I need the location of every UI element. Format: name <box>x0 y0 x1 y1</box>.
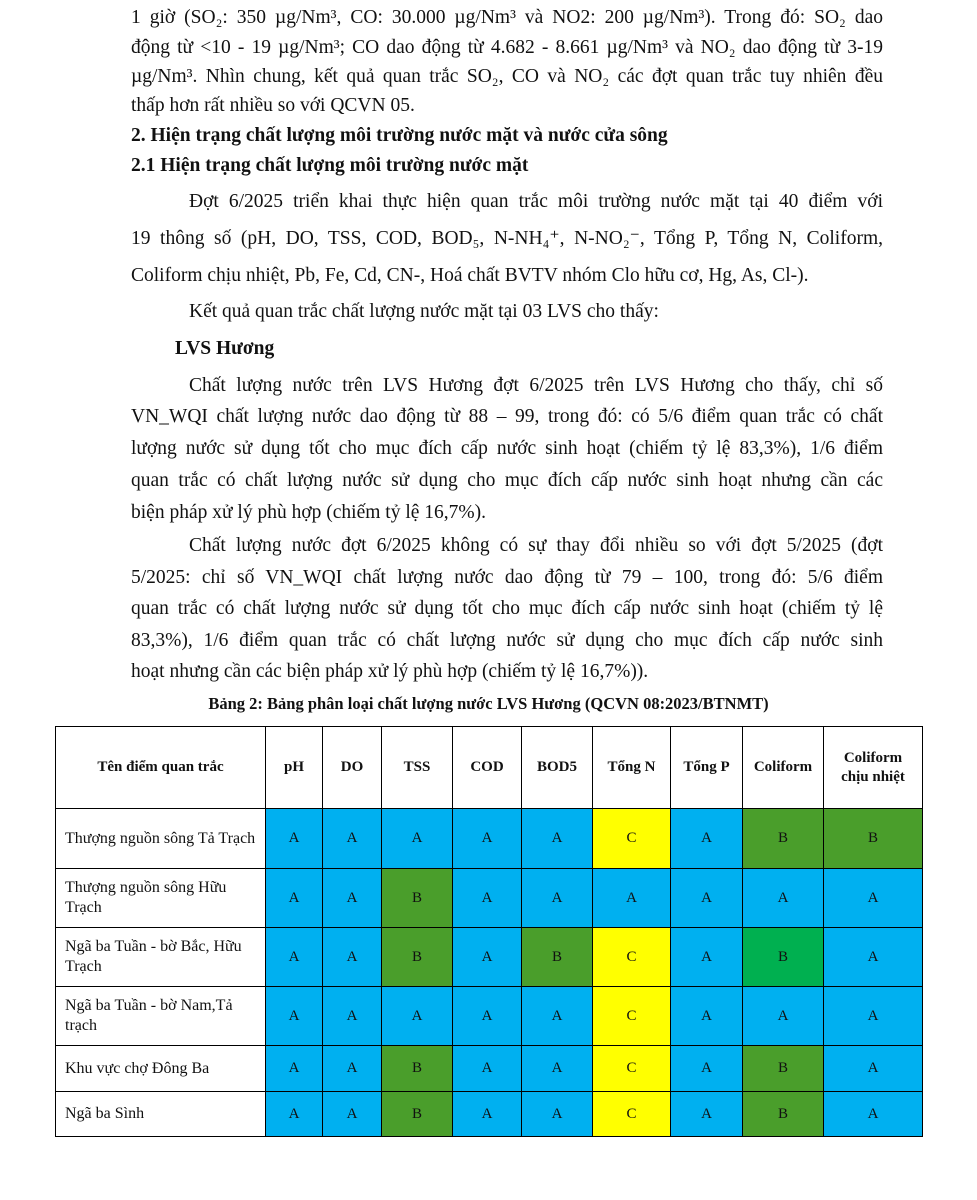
grade-cell: A <box>824 1092 923 1137</box>
table-caption: Bảng 2: Bảng phân loại chất lượng nước LVS Hương (QCVN 08:2023/BTNMT) <box>208 694 769 713</box>
grade-cell: A <box>323 869 382 928</box>
grade-cell: B <box>743 928 824 987</box>
paragraph-line: lượng nước sử dụng tốt cho mục đích cấp nước sinh hoạt (chiếm tỷ lệ 83,3%), 1/6 điểm <box>131 438 883 459</box>
table-row <box>56 809 923 869</box>
paragraph-line: 19 thông số (pH, DO, TSS, COD, BOD₅, N-NH₄⁺, N-NO₂⁻, Tổng P, Tổng N, Coliform, <box>131 228 883 249</box>
column-header: COD <box>453 727 522 809</box>
grade-cell: A <box>323 987 382 1046</box>
grade-cell: C <box>593 1046 671 1092</box>
grade-cell: A <box>824 869 923 928</box>
table-row <box>56 987 923 1046</box>
water-quality-table <box>55 726 923 1137</box>
grade-cell: A <box>671 928 743 987</box>
grade-cell: B <box>382 1092 453 1137</box>
grade-cell: A <box>453 809 522 869</box>
grade-cell: A <box>323 809 382 869</box>
station-name-cell: Khu vực chợ Đông Ba <box>56 1046 266 1092</box>
paragraph-line: biện pháp xử lý phù hợp (chiếm tỷ lệ 16,7%). <box>131 502 487 523</box>
column-header: Coliform <box>743 727 824 809</box>
station-name-cell: Thượng nguồn sông Tả Trạch <box>56 809 266 869</box>
grade-cell: B <box>382 928 453 987</box>
paragraph-line: VN_WQI chất lượng nước dao động từ 88 – 99, trong đó: có 5/6 điểm quan trắc có chất <box>131 406 883 427</box>
grade-cell: A <box>323 1046 382 1092</box>
subsection-heading: 2.1 Hiện trạng chất lượng môi trường nước mặt <box>131 155 529 176</box>
paragraph-line: hoạt nhưng cần các biện pháp xử lý phù hợp (chiếm tỷ lệ 16,7%)). <box>131 661 649 682</box>
grade-cell: C <box>593 987 671 1046</box>
station-name-cell: Ngã ba Tuần - bờ Nam,Tả trạch <box>56 987 266 1046</box>
table-body <box>56 809 923 1137</box>
column-header: Tổng N <box>593 727 671 809</box>
paragraph-line: quan trắc có chất lượng nước sử dụng tốt cho mục đích cấp nước sinh hoạt (chiếm tỷ lệ <box>131 598 883 619</box>
grade-cell: B <box>743 1092 824 1137</box>
grade-cell: A <box>522 809 593 869</box>
grade-cell: A <box>671 1046 743 1092</box>
grade-cell: A <box>522 869 593 928</box>
paragraph-line: động từ <10 - 19 µg/Nm³; CO dao động từ 4.682 - 8.661 µg/Nm³ và NO₂ dao động từ 3-19 <box>131 37 883 58</box>
grade-cell: B <box>522 928 593 987</box>
paragraph-line: µg/Nm³. Nhìn chung, kết quả quan trắc SO₂, CO và NO₂ các đợt quan trắc tuy nhiên đều <box>131 66 883 87</box>
grade-cell: A <box>323 1092 382 1137</box>
column-header: Tổng P <box>671 727 743 809</box>
station-name-cell: Thượng nguồn sông Hữu Trạch <box>56 869 266 928</box>
grade-cell: A <box>266 1046 323 1092</box>
table-row <box>56 928 923 987</box>
grade-cell: A <box>453 869 522 928</box>
table-row <box>56 869 923 928</box>
lvs-heading: LVS Hương <box>175 338 275 359</box>
paragraph-line: Đợt 6/2025 triển khai thực hiện quan trắc môi trường nước mặt tại 40 điểm với <box>189 191 883 212</box>
column-header: Tên điểm quan trắc <box>56 727 266 809</box>
grade-cell: A <box>522 1046 593 1092</box>
column-header: BOD5 <box>522 727 593 809</box>
grade-cell: A <box>671 987 743 1046</box>
column-header: TSS <box>382 727 453 809</box>
column-header: DO <box>323 727 382 809</box>
table-row <box>56 1046 923 1092</box>
grade-cell: A <box>453 928 522 987</box>
grade-cell: B <box>382 1046 453 1092</box>
grade-cell: A <box>824 987 923 1046</box>
grade-cell: A <box>824 928 923 987</box>
table-row <box>56 1092 923 1137</box>
grade-cell: A <box>453 987 522 1046</box>
grade-cell: A <box>266 809 323 869</box>
grade-cell: C <box>593 1092 671 1137</box>
column-header: pH <box>266 727 323 809</box>
station-name-cell: Ngã ba Sình <box>56 1092 266 1137</box>
grade-cell: A <box>453 1092 522 1137</box>
paragraph-line: quan trắc có chất lượng nước sử dụng cho mục đích cấp nước sinh hoạt nhưng cần các <box>131 470 883 491</box>
grade-cell: A <box>824 1046 923 1092</box>
table-header-row <box>56 727 923 809</box>
grade-cell: C <box>593 809 671 869</box>
grade-cell: A <box>593 869 671 928</box>
grade-cell: A <box>743 987 824 1046</box>
paragraph-line: 5/2025: chỉ số VN_WQI chất lượng nước dao động từ 79 – 100, trong đó: 5/6 điểm <box>131 567 883 588</box>
section-heading: 2. Hiện trạng chất lượng môi trường nước mặt và nước cửa sông <box>131 125 668 146</box>
column-header: Coliform chịu nhiệt <box>824 727 923 809</box>
grade-cell: A <box>323 928 382 987</box>
grade-cell: A <box>743 869 824 928</box>
grade-cell: A <box>671 809 743 869</box>
grade-cell: A <box>382 987 453 1046</box>
grade-cell: B <box>382 869 453 928</box>
paragraph-line: thấp hơn rất nhiều so với QCVN 05. <box>131 95 415 116</box>
paragraph-line: 83,3%), 1/6 điểm quan trắc có chất lượng nước sử dụng cho mục đích cấp nước sinh <box>131 630 883 651</box>
grade-cell: A <box>671 1092 743 1137</box>
grade-cell: B <box>743 809 824 869</box>
paragraph-line: Chất lượng nước trên LVS Hương đợt 6/2025 trên LVS Hương cho thấy, chỉ số <box>189 375 883 396</box>
paragraph-line: Kết quả quan trắc chất lượng nước mặt tại 03 LVS cho thấy: <box>189 301 659 322</box>
station-name-cell: Ngã ba Tuần - bờ Bắc, Hữu Trạch <box>56 928 266 987</box>
grade-cell: A <box>522 1092 593 1137</box>
grade-cell: A <box>266 1092 323 1137</box>
grade-cell: A <box>522 987 593 1046</box>
grade-cell: A <box>382 809 453 869</box>
grade-cell: A <box>671 869 743 928</box>
paragraph-line: Coliform chịu nhiệt, Pb, Fe, Cd, CN-, Hoá chất BVTV nhóm Clo hữu cơ, Hg, As, Cl-). <box>131 265 809 286</box>
paragraph-line: 1 giờ (SO₂: 350 µg/Nm³, CO: 30.000 µg/Nm³ và NO2: 200 µg/Nm³). Trong đó: SO₂ dao <box>131 7 883 28</box>
grade-cell: B <box>824 809 923 869</box>
grade-cell: A <box>266 928 323 987</box>
grade-cell: A <box>453 1046 522 1092</box>
grade-cell: C <box>593 928 671 987</box>
grade-cell: B <box>743 1046 824 1092</box>
grade-cell: A <box>266 869 323 928</box>
paragraph-line: Chất lượng nước đợt 6/2025 không có sự thay đổi nhiều so với đợt 5/2025 (đợt <box>189 535 883 556</box>
grade-cell: A <box>266 987 323 1046</box>
